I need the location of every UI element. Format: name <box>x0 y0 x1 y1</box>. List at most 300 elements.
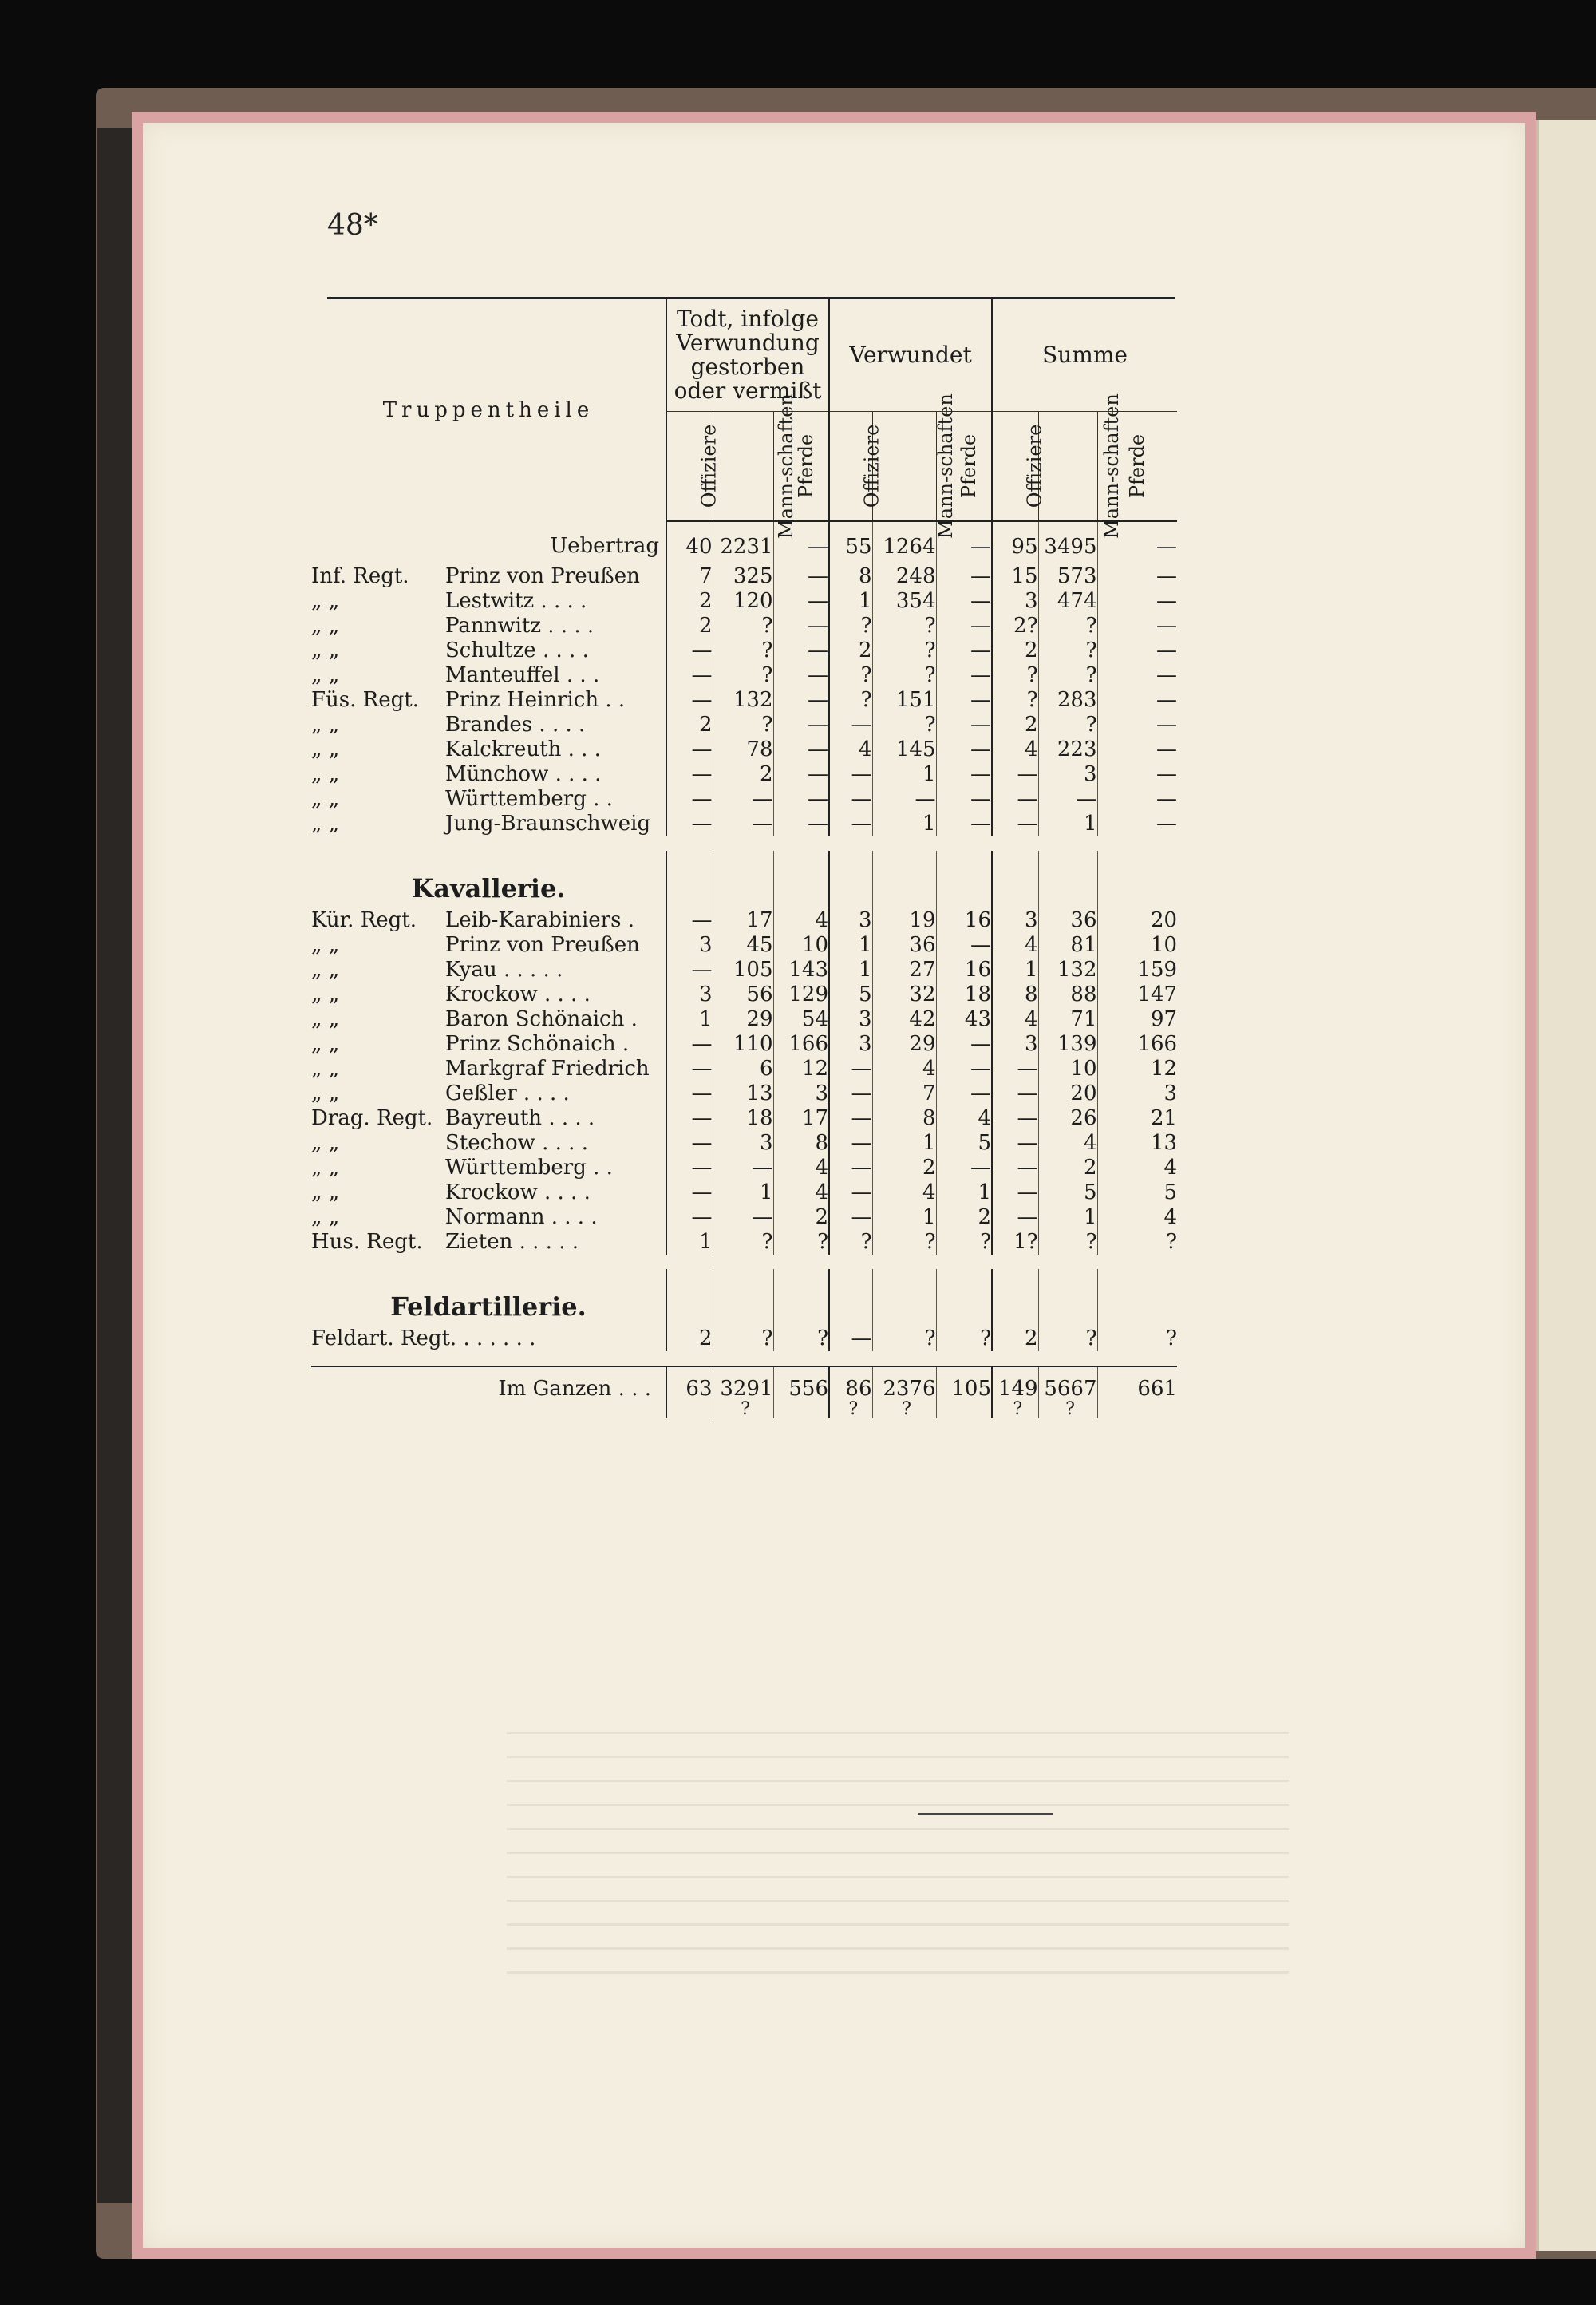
unit-type-prefix: „ „ <box>311 638 340 662</box>
subheader-label: Pferde <box>957 433 980 498</box>
value-cell: 3 <box>773 1081 829 1106</box>
total-value: 2376 <box>883 1376 936 1401</box>
value-cell: — <box>666 1106 713 1131</box>
value-cell: 139 <box>1038 1032 1097 1057</box>
value-cell: — <box>936 639 992 663</box>
total-row <box>311 1366 1177 1418</box>
value-cell: 78 <box>713 737 773 762</box>
total-value: 86 <box>845 1376 872 1401</box>
value-cell: 132 <box>713 688 773 713</box>
unit-type-prefix: „ „ <box>311 737 340 761</box>
empty-cell <box>773 851 829 908</box>
total-value: 149 <box>998 1376 1038 1401</box>
value-cell: — <box>936 614 992 639</box>
value-cell: 3 <box>829 908 872 933</box>
value-cell: — <box>773 564 829 589</box>
value-cell: 3 <box>1038 762 1097 787</box>
value-cell: — <box>936 1156 992 1180</box>
value-cell: — <box>829 1106 872 1131</box>
spacer-cell <box>311 836 1177 851</box>
value-cell: — <box>713 787 773 812</box>
unit-label <box>311 933 666 958</box>
value-cell: 56 <box>713 982 773 1007</box>
unit-label <box>311 1057 666 1081</box>
value-cell: — <box>773 762 829 787</box>
value-cell: 159 <box>1097 958 1177 982</box>
table-row <box>311 1180 1177 1205</box>
value-cell: — <box>1097 762 1177 787</box>
value-cell: ? <box>713 663 773 688</box>
subheader-label: Offiziere <box>860 424 883 508</box>
value-cell: 2 <box>992 713 1038 737</box>
section-title: Kavallerie. <box>411 872 566 903</box>
value-cell: 71 <box>1038 1007 1097 1032</box>
total-cell <box>936 1366 992 1418</box>
value-cell: — <box>936 762 992 787</box>
unit-name: Lestwitz . . . . <box>445 588 587 613</box>
spacer-row <box>311 1255 1177 1269</box>
value-cell: 18 <box>936 982 992 1007</box>
value-cell: 2 <box>992 639 1038 663</box>
value-cell: — <box>773 639 829 663</box>
value-cell: 4 <box>829 737 872 762</box>
value-cell: 4 <box>773 1156 829 1180</box>
value-cell: 2 <box>936 1205 992 1230</box>
empty-cell <box>1097 1269 1177 1326</box>
section-title: Feldartillerie. <box>390 1291 587 1322</box>
value-cell: 95 <box>992 521 1038 564</box>
value-cell: 1 <box>872 1131 936 1156</box>
value-cell: 1 <box>872 1205 936 1230</box>
value-cell: 32 <box>872 982 936 1007</box>
value-cell: ? <box>1038 1326 1097 1351</box>
value-cell: ? <box>713 614 773 639</box>
empty-cell <box>713 851 773 908</box>
subheader-cell <box>1038 393 1123 539</box>
unit-type-prefix: „ „ <box>311 712 340 737</box>
total-cell <box>872 1366 936 1418</box>
value-cell: 120 <box>713 589 773 614</box>
unit-label <box>311 639 666 663</box>
unit-name: Württemberg . . <box>445 786 613 811</box>
value-cell: — <box>773 737 829 762</box>
empty-cell <box>773 1269 829 1326</box>
unit-label <box>311 812 666 836</box>
value-cell: 2 <box>666 713 713 737</box>
table-row <box>311 1057 1177 1081</box>
value-cell: ? <box>872 663 936 688</box>
value-cell: ? <box>1038 614 1097 639</box>
table-row <box>311 589 1177 614</box>
unit-name: Zieten . . . . . <box>445 1229 579 1254</box>
empty-cell <box>992 851 1038 908</box>
total-cell <box>1097 1366 1177 1418</box>
table-row <box>311 1205 1177 1230</box>
unit-name: Baron Schönaich . <box>445 1006 638 1031</box>
total-value: 3291 <box>720 1376 773 1401</box>
empty-cell <box>1038 851 1097 908</box>
subheader-cell <box>829 412 883 521</box>
value-cell: — <box>666 688 713 713</box>
table-row <box>311 688 1177 713</box>
total-label: Im Ganzen . . . <box>311 1366 666 1418</box>
value-cell: 20 <box>1038 1081 1097 1106</box>
value-cell: ? <box>872 713 936 737</box>
value-cell: 3 <box>829 1007 872 1032</box>
uncertain-mark: ? <box>741 1398 750 1419</box>
value-cell: 7 <box>666 564 713 589</box>
value-cell: — <box>829 1326 872 1351</box>
value-cell: 8 <box>992 982 1038 1007</box>
unit-type-prefix: „ „ <box>311 1204 340 1229</box>
value-cell: 2 <box>773 1205 829 1230</box>
value-cell: — <box>1038 787 1097 812</box>
value-cell: 4 <box>872 1180 936 1205</box>
value-cell: — <box>829 1131 872 1156</box>
value-cell: 1 <box>829 589 872 614</box>
footnote-rule <box>918 1813 1053 1815</box>
value-cell: ? <box>713 1230 773 1255</box>
unit-label <box>311 688 666 713</box>
total-value: 661 <box>1137 1376 1178 1401</box>
table-row <box>311 1081 1177 1106</box>
value-cell: — <box>773 688 829 713</box>
value-cell: — <box>936 589 992 614</box>
facing-page-edge <box>1536 120 1596 2251</box>
page-number: 48* <box>327 209 378 242</box>
value-cell: 54 <box>773 1007 829 1032</box>
value-cell: 17 <box>713 908 773 933</box>
value-cell: — <box>829 1057 872 1081</box>
value-cell: — <box>992 762 1038 787</box>
unit-label <box>311 762 666 787</box>
unit-label <box>311 614 666 639</box>
table-row <box>311 933 1177 958</box>
value-cell: 43 <box>936 1007 992 1032</box>
value-cell: — <box>936 787 992 812</box>
value-cell: ? <box>872 639 936 663</box>
value-cell: — <box>713 812 773 836</box>
uncertain-mark: ? <box>848 1398 859 1419</box>
value-cell: 1 <box>1038 812 1097 836</box>
value-cell: 8 <box>829 564 872 589</box>
value-cell: 1 <box>666 1007 713 1032</box>
value-cell: 2 <box>666 1326 713 1351</box>
value-cell: — <box>992 1131 1038 1156</box>
value-cell: 36 <box>872 933 936 958</box>
uncertain-mark: ? <box>902 1398 911 1419</box>
value-cell: 325 <box>713 564 773 589</box>
unit-label <box>311 982 666 1007</box>
value-cell: 1 <box>713 1180 773 1205</box>
value-cell: 2 <box>666 614 713 639</box>
empty-cell <box>1097 851 1177 908</box>
value-cell: 1 <box>829 933 872 958</box>
unit-type-prefix: „ „ <box>311 761 340 786</box>
value-cell: — <box>666 663 713 688</box>
value-cell: 3 <box>992 589 1038 614</box>
unit-label <box>311 1205 666 1230</box>
value-cell: — <box>936 1032 992 1057</box>
table-row <box>311 762 1177 787</box>
subheader-label: Offiziere <box>1023 424 1046 508</box>
value-cell: — <box>1097 589 1177 614</box>
unit-type-prefix: Füs. Regt. <box>311 687 419 712</box>
header-group-row <box>311 299 1177 412</box>
value-cell: — <box>936 1081 992 1106</box>
table-body <box>311 521 1177 1418</box>
unit-label <box>311 1326 666 1351</box>
value-cell: — <box>1097 614 1177 639</box>
empty-cell <box>1038 1269 1097 1326</box>
value-cell: 3 <box>713 1131 773 1156</box>
value-cell: 1 <box>992 958 1038 982</box>
carry-over-row <box>311 521 1177 564</box>
value-cell: 4 <box>773 908 829 933</box>
value-cell: 105 <box>713 958 773 982</box>
unit-name: Pannwitz . . . . <box>445 613 595 638</box>
value-cell: 17 <box>773 1106 829 1131</box>
value-cell: 223 <box>1038 737 1097 762</box>
value-cell: — <box>713 1205 773 1230</box>
group-header-dead: Todt, infolge Verwundung gestorben oder vermißt <box>666 299 829 412</box>
value-cell: 4 <box>1097 1205 1177 1230</box>
table-row <box>311 1326 1177 1351</box>
value-cell: ? <box>1038 639 1097 663</box>
unit-name: Brandes . . . . <box>445 712 586 737</box>
subheader-cell <box>713 393 797 539</box>
value-cell: 166 <box>1097 1032 1177 1057</box>
value-cell: — <box>829 1081 872 1106</box>
value-cell: — <box>829 787 872 812</box>
unit-type-prefix: „ „ <box>311 1155 340 1180</box>
value-cell: ? <box>829 614 872 639</box>
value-cell: 4 <box>872 1057 936 1081</box>
unit-label <box>311 1131 666 1156</box>
empty-cell <box>829 1269 872 1326</box>
unit-name: Krockow . . . . <box>445 1180 591 1204</box>
unit-type-prefix: „ „ <box>311 811 340 836</box>
unit-type-prefix: „ „ <box>311 1031 340 1056</box>
unit-type-prefix: Kür. Regt. <box>311 907 417 932</box>
unit-type-prefix: „ „ <box>311 982 340 1006</box>
empty-cell <box>829 851 872 908</box>
value-cell: — <box>773 787 829 812</box>
value-cell: ? <box>872 614 936 639</box>
section-heading-row <box>311 1269 1177 1326</box>
value-cell: 151 <box>872 688 936 713</box>
value-cell: 2 <box>992 1326 1038 1351</box>
unit-name: Krockow . . . . <box>445 982 591 1006</box>
value-cell: 248 <box>872 564 936 589</box>
value-cell: — <box>936 663 992 688</box>
unit-label <box>311 589 666 614</box>
empty-cell <box>872 1269 936 1326</box>
table-row <box>311 564 1177 589</box>
value-cell: — <box>1097 688 1177 713</box>
value-cell: 5 <box>1097 1180 1177 1205</box>
subheader-label: Mann-schaften <box>934 393 957 539</box>
unit-type-prefix: „ „ <box>311 1081 340 1105</box>
value-cell: ? <box>936 1230 992 1255</box>
value-cell: 2 <box>666 589 713 614</box>
value-cell: 2 <box>872 1156 936 1180</box>
unit-name: Münchow . . . . <box>445 761 602 786</box>
unit-label <box>311 958 666 982</box>
value-cell: ? <box>992 688 1038 713</box>
value-cell: 55 <box>829 521 872 564</box>
value-cell: — <box>1097 564 1177 589</box>
unit-label <box>311 663 666 688</box>
value-cell: — <box>1097 812 1177 836</box>
value-cell: — <box>666 1032 713 1057</box>
value-cell: — <box>829 713 872 737</box>
total-cell <box>992 1366 1038 1418</box>
value-cell: 10 <box>1097 933 1177 958</box>
value-cell: ? <box>829 663 872 688</box>
unit-name: Markgraf Friedrich <box>445 1056 650 1081</box>
value-cell: — <box>666 812 713 836</box>
value-cell: — <box>1097 713 1177 737</box>
unit-type-prefix: „ „ <box>311 1130 340 1155</box>
value-cell: 3495 <box>1038 521 1097 564</box>
value-cell: 573 <box>1038 564 1097 589</box>
total-value: 105 <box>951 1376 992 1401</box>
unit-name: Bayreuth . . . . <box>445 1105 595 1130</box>
value-cell: 129 <box>773 982 829 1007</box>
value-cell: — <box>1097 521 1177 564</box>
unit-name: Prinz von Preußen <box>445 563 640 588</box>
unit-type-prefix: „ „ <box>311 1180 340 1204</box>
value-cell: 283 <box>1038 688 1097 713</box>
unit-name: Württemberg . . <box>445 1155 613 1180</box>
unit-name: Normann . . . . <box>445 1204 598 1229</box>
unit-name: Kyau . . . . . <box>445 957 563 982</box>
unit-label <box>311 564 666 589</box>
value-cell: 15 <box>992 564 1038 589</box>
value-cell: — <box>666 1081 713 1106</box>
value-cell: — <box>666 908 713 933</box>
value-cell: — <box>992 1205 1038 1230</box>
value-cell: ? <box>1038 1230 1097 1255</box>
unit-name: Feldart. Regt. . . . . . . <box>311 1326 536 1350</box>
total-cell <box>773 1366 829 1418</box>
unit-type-prefix: „ „ <box>311 1056 340 1081</box>
value-cell: 81 <box>1038 933 1097 958</box>
value-cell: ? <box>872 1230 936 1255</box>
table-row <box>311 908 1177 933</box>
empty-cell <box>666 851 713 908</box>
unit-name: Stechow . . . . <box>445 1130 588 1155</box>
value-cell: 2? <box>992 614 1038 639</box>
value-cell: 29 <box>713 1007 773 1032</box>
value-cell: 4 <box>1038 1131 1097 1156</box>
table-row <box>311 1032 1177 1057</box>
value-cell: — <box>773 614 829 639</box>
value-cell: 4 <box>992 933 1038 958</box>
value-cell: — <box>1097 737 1177 762</box>
subheader-label: Offiziere <box>697 424 721 508</box>
value-cell: ? <box>1038 663 1097 688</box>
subheader-label: Mann-schaften <box>1100 393 1123 539</box>
unit-name: Prinz Schönaich . <box>445 1031 630 1056</box>
subheader-label: Pferde <box>794 433 817 498</box>
value-cell: 147 <box>1097 982 1177 1007</box>
unit-type-prefix: „ „ <box>311 613 340 638</box>
value-cell: — <box>992 1057 1038 1081</box>
spacer-row <box>311 1351 1177 1366</box>
value-cell: 143 <box>773 958 829 982</box>
value-cell: 110 <box>713 1032 773 1057</box>
value-cell: — <box>666 639 713 663</box>
unit-name: Geßler . . . . <box>445 1081 570 1105</box>
value-cell: — <box>936 812 992 836</box>
table-row <box>311 982 1177 1007</box>
value-cell: — <box>1097 639 1177 663</box>
table-row <box>311 1007 1177 1032</box>
unit-type-prefix: Hus. Regt. <box>311 1229 423 1254</box>
unit-name: Jung-Braunschweig <box>445 811 651 836</box>
value-cell: ? <box>829 688 872 713</box>
total-value: 556 <box>788 1376 829 1401</box>
carry-over-label: Uebertrag <box>550 534 659 558</box>
unit-label <box>311 1081 666 1106</box>
value-cell: — <box>829 1205 872 1230</box>
table-row <box>311 787 1177 812</box>
unit-type-prefix: Inf. Regt. <box>311 563 409 588</box>
value-cell: — <box>992 812 1038 836</box>
value-cell: 36 <box>1038 908 1097 933</box>
value-cell: — <box>773 663 829 688</box>
value-cell: 42 <box>872 1007 936 1032</box>
value-cell: — <box>992 1081 1038 1106</box>
table-row <box>311 1131 1177 1156</box>
value-cell: ? <box>773 1326 829 1351</box>
empty-cell <box>872 851 936 908</box>
spacer-cell <box>311 1255 1177 1269</box>
unit-type-prefix: „ „ <box>311 786 340 811</box>
value-cell: — <box>992 1156 1038 1180</box>
value-cell: ? <box>992 663 1038 688</box>
value-cell: 40 <box>666 521 713 564</box>
value-cell: 16 <box>936 958 992 982</box>
value-cell: 12 <box>1097 1057 1177 1081</box>
value-cell: 166 <box>773 1032 829 1057</box>
value-cell: 1? <box>992 1230 1038 1255</box>
value-cell: 16 <box>936 908 992 933</box>
table-row <box>311 663 1177 688</box>
value-cell: — <box>666 1156 713 1180</box>
value-cell: 45 <box>713 933 773 958</box>
value-cell: 4 <box>773 1180 829 1205</box>
value-cell: — <box>936 1057 992 1081</box>
unit-type-prefix: „ „ <box>311 662 340 687</box>
value-cell: — <box>936 933 992 958</box>
value-cell: 1 <box>829 958 872 982</box>
unit-type-prefix: „ „ <box>311 1006 340 1031</box>
uncertain-mark: ? <box>1065 1398 1075 1419</box>
empty-cell <box>936 851 992 908</box>
section-heading-row <box>311 851 1177 908</box>
value-cell: 1 <box>936 1180 992 1205</box>
value-cell: 10 <box>1038 1057 1097 1081</box>
value-cell: — <box>773 713 829 737</box>
casualty-table <box>311 299 1177 1418</box>
value-cell: 29 <box>872 1032 936 1057</box>
value-cell: 12 <box>773 1057 829 1081</box>
table-row <box>311 713 1177 737</box>
unit-name: Schultze . . . . <box>445 638 589 662</box>
